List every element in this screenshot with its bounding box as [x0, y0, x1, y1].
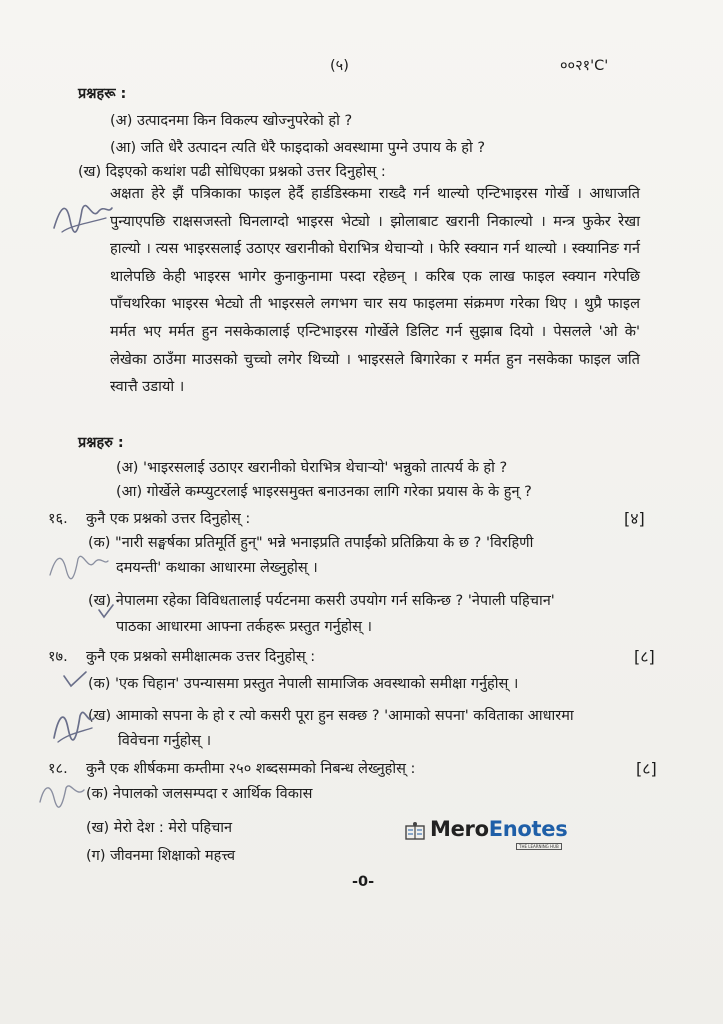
- check-mark-icon-2: [60, 668, 90, 690]
- question-aa: (आ) जति धेरै उत्पादन त्यति धेरै फाइदाको अवस्थामा पुग्ने उपाय के हो ?: [110, 140, 486, 156]
- question-kha-instruction: (ख) दिइएको कथांश पढी सोधिएका प्रश्नको उत्तर दिनुहोस् :: [78, 164, 386, 180]
- q16-option-ka-line2: दमयन्ती' कथाका आधारमा लेख्नुहोस् ।: [116, 560, 318, 576]
- q18-number: १८.: [48, 761, 68, 777]
- passage-question-a: (अ) 'भाइरसलाई उठाएर खरानीको घेराभित्र थेचाऱ्यो' भन्नुको तात्पर्य के हो ?: [116, 460, 508, 476]
- logo-mero: Mero: [430, 817, 489, 841]
- question-a: (अ) उत्पादनमा किन विकल्प खोज्नुपरेको हो ?: [110, 113, 353, 129]
- q18-option-ga: (ग) जीवनमा शिक्षाको महत्त्व: [86, 848, 236, 864]
- paper-code: ००२१'C': [560, 58, 609, 74]
- logo-enotes: Enotes: [488, 817, 568, 841]
- pen-scribble-icon: [48, 190, 118, 240]
- q16-number: १६.: [48, 511, 68, 527]
- q17-option-kha-line1: (ख) आमाको सपना के हो र त्यो कसरी पूरा हुन सक्छ ? 'आमाको सपना' कविताका आधारमा: [88, 708, 574, 724]
- q16-title: कुनै एक प्रश्नको उत्तर दिनुहोस् :: [86, 511, 251, 527]
- page-footer-marker: -0-: [352, 874, 375, 890]
- questions-heading: प्रश्नहरू :: [78, 86, 127, 102]
- logo-wordmark: [430, 817, 567, 841]
- q18-title: कुनै एक शीर्षकमा कम्तीमा २५० शब्दसम्मको निबन्ध लेख्नुहोस् :: [86, 761, 416, 777]
- q17-option-kha-line2: विवेचना गर्नुहोस् ।: [118, 733, 212, 749]
- passage-question-aa: (आ) गोर्खेले कम्प्युटरलाई भाइरसमुक्त बनाउनका लागि गरेका प्रयास के के हुन् ?: [116, 484, 532, 500]
- pen-scribble-icon-2: [42, 545, 112, 585]
- questions-heading-2: प्रश्नहरु :: [78, 435, 124, 451]
- q16-option-kha-line2: पाठका आधारमा आफ्ना तर्कहरू प्रस्तुत गर्नुहोस् ।: [116, 619, 373, 635]
- pen-scribble-icon-3: [48, 698, 98, 746]
- logo-tagline: THE LEARNING HUB: [516, 843, 562, 850]
- passage-text: अक्षता हेरे झैं पत्रिकाका फाइल हेर्दै हार्डडिस्कमा राख्दै गर्न थाल्यो एन्टिभाइरस गोर्खे । आधाजति पुन्याएपछि राक्षसजस्तो घिनलाग्दो भाइरस भेट्यो । झोलाबाट खरानी निकाल्यो । मन्त्र फुकेर रेखा हाल्यो । त्यस भाइरसलाई उठाएर खरानीको घेराभित्र थेचाऱ्यो । फेरि स्क्यान गर्न थाल्यो । स्क्यानिङ गर्न थालेपछि केही भाइरस भागेर कुनाकुनामा पस्दा रहेछन् । करिब एक लाख फाइल स्क्यान गरेपछि पाँचथरिका भाइरस भेट्यो ती भाइरसले लगभग चार सय फाइलमा संक्रमण गरेका थिए । थुप्रै फाइल मर्मत भए मर्मत हुन नसकेकालाई एन्टिभाइरस गोर्खेले डिलिट गर्न सुझाब दियो । पेसलले 'ओ के' लेखेका ठाउँमा माउसको चुच्चो लगेर थिच्यो । भाइरसले बिगारेका र मर्मत हुन नसकेका फाइल जति स्वात्तै उडायो ।: [110, 185, 640, 396]
- q16-marks: [४]: [624, 509, 645, 528]
- book-icon: [404, 821, 426, 841]
- meroenotes-logo: [404, 817, 584, 847]
- pen-scribble-icon-4: [36, 776, 88, 810]
- q16-option-ka-line1: (क) "नारी सङ्घर्षका प्रतिमूर्ति हुन्" भन्ने भनाइप्रति तपाईंको प्रतिक्रिया के छ ? 'विरहिणी: [88, 535, 534, 551]
- q17-option-ka: (क) 'एक चिहान' उपन्यासमा प्रस्तुत नेपाली सामाजिक अवस्थाको समीक्षा गर्नुहोस् ।: [88, 676, 519, 692]
- q18-marks: [८]: [636, 759, 657, 778]
- q17-number: १७.: [48, 649, 68, 665]
- q17-marks: [८]: [634, 647, 655, 666]
- q18-option-ka: (क) नेपालको जलसम्पदा र आर्थिक विकास: [86, 786, 313, 802]
- q16-option-kha-line1: (ख) नेपालमा रहेका विविधतालाई पर्यटनमा कसरी उपयोग गर्न सकिन्छ ? 'नेपाली पहिचान': [88, 593, 555, 609]
- q18-option-kha: (ख) मेरो देश : मेरो पहिचान: [86, 820, 233, 836]
- q17-title: कुनै एक प्रश्नको समीक्षात्मक उत्तर दिनुहोस् :: [86, 649, 316, 665]
- check-mark-icon: [96, 602, 116, 622]
- page-number: (५): [330, 58, 349, 74]
